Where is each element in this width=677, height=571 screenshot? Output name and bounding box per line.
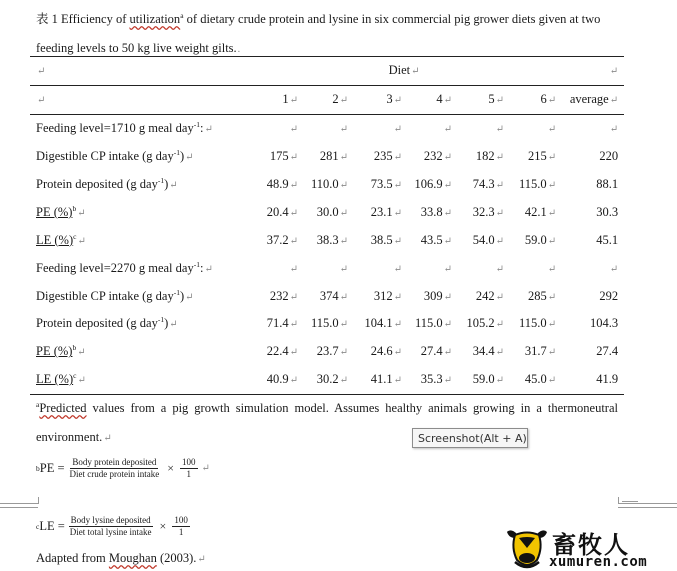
cell-value: 42.1 [524, 204, 547, 219]
column-label: average [569, 92, 609, 107]
table-cell: 71.4↵ [266, 316, 298, 331]
empty-cell: ↵ [339, 263, 348, 275]
cell-value: 175 [269, 149, 289, 164]
cell-value: 312 [373, 288, 393, 303]
table-cell: 59.0↵ [456, 366, 508, 394]
table-cell [560, 282, 624, 310]
row-label-sup: c [73, 371, 77, 381]
table-cell: 115.0↵ [310, 316, 348, 331]
table-cell [560, 171, 624, 199]
empty-cell: ↵ [560, 114, 624, 142]
table-cell: 374↵ [319, 288, 348, 303]
diet-header-label: Diet [388, 63, 411, 78]
footnote-a: $^a$Predicted values from a pig growth simulation model. Assumes healthy animals growing in a thermoneutral environment.↵ [36, 399, 618, 444]
row-label: Protein deposited (g day$^{-1}$)↵ [36, 315, 178, 331]
cell-value: 232 [269, 288, 289, 303]
column-label: 3 [386, 92, 393, 107]
table-cell [560, 226, 624, 254]
empty-cell: ↵ [289, 263, 298, 275]
cell-value: 45.0 [524, 372, 547, 387]
row-label-sup: b [72, 343, 77, 353]
table-cell: 42.1↵ [524, 204, 557, 219]
row-label: Protein deposited (g day$^{-1}$)↵ [36, 175, 178, 191]
column-label: 4 [436, 92, 443, 107]
table-row [30, 310, 624, 338]
cell-value: 31.7 [524, 344, 547, 359]
cell-value: 20.4 [266, 204, 289, 219]
group-row [30, 254, 624, 282]
table-cell: 54.0↵ [472, 232, 504, 247]
table-cell: 74.3↵ [472, 177, 504, 191]
table-cell: 175↵ [269, 149, 298, 164]
cell-value: 23.7 [316, 344, 339, 359]
table-cell: 38.3↵ [316, 232, 348, 247]
cell-value: 105.2 [466, 316, 495, 331]
le-hundred: $\frac{100}{1}$ [174, 515, 188, 537]
group-label-sup: -1 [193, 120, 200, 130]
cell-value: 182 [475, 149, 495, 164]
row-label-close: ) [164, 316, 169, 331]
empty-cell: ↵ [393, 263, 402, 275]
group-label-text: Feeding level=1710 g meal day [36, 121, 194, 136]
source-note: Adapted from Moughan (2003).↵ [36, 551, 206, 565]
empty-cell: ↵ [456, 114, 508, 142]
row-label-text: LE (%) [36, 372, 74, 387]
row-label: Digestible CP intake (g day$^{-1}$)↵ [36, 287, 194, 303]
caption-term: utilization [129, 12, 181, 26]
table-cell: 45.0↵ [508, 366, 560, 394]
table-cell: 242↵ [475, 288, 504, 303]
cell-value: 235 [373, 149, 393, 164]
cell-value: 41.9 [596, 372, 619, 387]
row-label-sup: -1 [173, 147, 180, 157]
cell-value: 285 [527, 288, 547, 303]
cell-value: 27.4 [420, 344, 443, 359]
table-cell: 23.1↵ [370, 204, 402, 219]
row-label-close: ) [179, 149, 185, 164]
cell-value: 54.0 [472, 232, 495, 247]
table-cell: 30.0↵ [316, 204, 348, 219]
group-label-text: Feeding level=2270 g meal day [36, 260, 194, 275]
table-cell: 43.5↵ [420, 232, 452, 247]
empty-cell: ↵ [547, 263, 557, 275]
table-cell: 215↵ [527, 149, 557, 164]
efficiency-table [30, 56, 624, 395]
pe-formula: b PE = $\frac{\text{Body protein deposited}}{\text{Diet crude protein intake}}$ × $\frac{100}{1}$ ↵ [36, 457, 210, 479]
column-label: 1 [282, 92, 289, 107]
cell-value: 30.0 [316, 204, 339, 219]
cell-value: 110.0 [310, 177, 339, 191]
column-header: 1↵ [248, 85, 302, 114]
empty-cell: ↵ [406, 114, 456, 142]
empty-cell: ↵ [302, 114, 352, 142]
table-row [30, 143, 624, 171]
cell-value: 48.9 [266, 177, 289, 191]
cell-value: 40.9 [266, 372, 289, 387]
cell-value: 115.0 [519, 316, 547, 331]
cow-head-icon [505, 526, 549, 570]
empty-cell: ↵ [443, 263, 452, 275]
table-row [30, 171, 624, 199]
cell-value: 215 [527, 149, 547, 164]
cell-value: 37.2 [266, 232, 289, 247]
group-label: Feeding level=2270 g meal day$^{-1}$:↵ [36, 259, 213, 275]
screenshot-tooltip: Screenshot(Alt + A) [412, 428, 528, 448]
cell-value: 30.3 [596, 204, 619, 219]
table-cell: 41.1↵ [352, 366, 406, 394]
row-label: Digestible CP intake (g day$^{-1}$)↵ [36, 147, 194, 164]
cell-value: 24.6 [370, 344, 393, 359]
cell-value: 41.1 [370, 372, 393, 387]
row-label-close: ) [179, 288, 185, 303]
group-label: Feeding level=1710 g meal day$^{-1}$:↵ [30, 114, 248, 142]
watermark-name: 畜牧人 [552, 531, 630, 559]
table-row [30, 282, 624, 310]
cell-value: 115.0 [414, 316, 443, 331]
pe-hundred: $\frac{100}{1}$ [182, 457, 196, 479]
le-formula: c LE = $\frac{\text{Body lysine deposited}}{\text{Diet total lysine intake}}$ × $\frac{100}{1}$ [36, 515, 188, 537]
table-row [30, 338, 624, 366]
row-label-text: Protein deposited (g day [36, 316, 158, 331]
table-cell: 232↵ [269, 288, 298, 303]
row-label-sup: b [72, 203, 77, 213]
row-label-close: ) [164, 177, 169, 191]
row-label-text: Protein deposited (g day [36, 177, 158, 191]
row-label-text: Digestible CP intake (g day [36, 288, 174, 303]
cell-value: 45.1 [596, 232, 619, 247]
row-label-text: PE (%) [36, 204, 73, 219]
column-header: average↵ [560, 85, 624, 114]
table-cell: 115.0↵ [519, 177, 557, 191]
page-break [0, 497, 677, 507]
table-cell: 115.0↵ [414, 316, 452, 331]
cell-value: 232 [423, 149, 443, 164]
table-cell: 104.1↵ [364, 316, 402, 331]
cell-value: 71.4 [266, 316, 289, 331]
table-header-row [30, 57, 624, 86]
cell-value: 33.8 [420, 204, 443, 219]
table-row [30, 198, 624, 226]
table-cell: 115.0↵ [519, 316, 557, 331]
cell-value: 59.0 [472, 372, 495, 387]
row-label-text: PE (%) [36, 344, 73, 359]
row-label: PE (%)$^b$↵ [36, 343, 86, 359]
row-label-text: Digestible CP intake (g day [36, 149, 174, 164]
table-column-row [30, 85, 624, 114]
empty-cell: ↵ [352, 114, 406, 142]
group-label-suffix: : [199, 121, 204, 136]
row-label-sup: -1 [173, 287, 180, 297]
table-cell: 35.3↵ [406, 366, 456, 394]
empty-cell: ↵ [248, 114, 302, 142]
group-row [30, 114, 624, 142]
column-header: 6↵ [508, 85, 560, 114]
cell-value: 281 [319, 149, 339, 164]
row-label-sup: c [73, 231, 77, 241]
table-cell: 106.9↵ [414, 177, 452, 191]
cell-value: 73.5 [370, 177, 393, 191]
cell-value: 22.4 [266, 344, 289, 359]
table-caption: 表 1 Efficiency of utilization$^a$ of dietary crude protein and lysine in six commercial pig grower diets given at two feeding levels to 50 kg live weight gilts.. [36, 10, 601, 55]
cell-value: 374 [319, 288, 339, 303]
cell-value: 27.4 [596, 344, 619, 359]
table-cell: 309↵ [423, 288, 452, 303]
table-cell: 182↵ [475, 149, 504, 164]
header-corner: ↵ [30, 57, 248, 86]
column-header: 3↵ [352, 85, 406, 114]
table-cell: 20.4↵ [266, 204, 298, 219]
cell-value: 104.1 [364, 316, 393, 331]
table-row [30, 226, 624, 254]
cell-value: 292 [599, 288, 619, 303]
table-cell: 32.3↵ [472, 204, 504, 219]
cell-value: 35.3 [420, 372, 443, 387]
cell-value: 23.1 [370, 204, 393, 219]
table-cell: 73.5↵ [370, 177, 402, 191]
row-label: LE (%)$^c$↵ [30, 366, 248, 394]
empty-cell: ↵ [609, 263, 619, 275]
table-row [30, 366, 624, 394]
table-cell [560, 198, 624, 226]
column-header: 2↵ [302, 85, 352, 114]
cell-value: 115.0 [519, 177, 547, 191]
table-cell: 59.0↵ [524, 232, 557, 247]
cell-value: 43.5 [420, 232, 443, 247]
table-cell: 110.0↵ [310, 177, 348, 191]
table-cell: 48.9↵ [266, 177, 298, 191]
table-cell: 30.2↵ [302, 366, 352, 394]
cell-value: 104.3 [589, 316, 619, 331]
cell-value: 30.2 [316, 372, 339, 387]
table-cell: 34.4↵ [472, 344, 504, 359]
table-cell: 312↵ [373, 288, 402, 303]
cell-value: 220 [599, 149, 619, 164]
cell-value: 74.3 [472, 177, 495, 191]
table-cell: 24.6↵ [370, 344, 402, 359]
cell-value: 309 [423, 288, 443, 303]
column-label: 2 [332, 92, 339, 107]
diet-header: Diet↵ [248, 57, 560, 86]
cell-value: 88.1 [596, 177, 619, 191]
empty-cell: ↵ [508, 114, 560, 142]
table-cell: 285↵ [527, 288, 557, 303]
header-empty: ↵ [560, 57, 624, 86]
table-cell: 40.9↵ [248, 366, 302, 394]
row-label-sup: -1 [157, 315, 165, 325]
cell-value: 38.5 [370, 232, 393, 247]
table-cell: 31.7↵ [524, 344, 557, 359]
table-cell: 37.2↵ [266, 232, 298, 247]
table-cell: 38.5↵ [370, 232, 402, 247]
table-cell [560, 310, 624, 338]
table-cell: 281↵ [319, 149, 348, 164]
table-cell [560, 366, 624, 394]
table-cell: 105.2↵ [466, 316, 504, 331]
column-label: 6 [540, 92, 547, 107]
table-cell [560, 338, 624, 366]
cell-value: 34.4 [472, 344, 495, 359]
group-label-suffix: : [199, 260, 204, 275]
cell-value: 242 [475, 288, 495, 303]
table-cell [560, 143, 624, 171]
le-fraction: $\frac{\text{Body lysine deposited}}{\text{Diet total lysine intake}}$ [69, 515, 152, 537]
cell-value: 59.0 [524, 232, 547, 247]
table-cell: 22.4↵ [266, 344, 298, 359]
watermark-url: xumuren.com [549, 554, 648, 570]
column-corner: ↵ [30, 85, 248, 114]
cell-value: 115.0 [310, 316, 339, 331]
row-label-sup: -1 [157, 175, 165, 185]
table-cell: 235↵ [373, 149, 402, 164]
row-label: PE (%)$^b$↵ [36, 203, 86, 219]
empty-cell: ↵ [495, 263, 504, 275]
watermark [505, 524, 675, 571]
column-header: 4↵ [406, 85, 456, 114]
row-label: LE (%)$^c$↵ [36, 231, 86, 247]
cell-value: 106.9 [414, 177, 443, 191]
cell-value: 38.3 [316, 232, 339, 247]
pe-fraction: $\frac{\text{Body protein deposited}}{\text{Diet crude protein intake}}$ [69, 457, 160, 479]
table-cell: 23.7↵ [316, 344, 348, 359]
group-label-sup: -1 [193, 259, 200, 269]
table-cell: 33.8↵ [420, 204, 452, 219]
row-label-text: LE (%) [36, 232, 74, 247]
column-label: 5 [488, 92, 495, 107]
column-header: 5↵ [456, 85, 508, 114]
cell-value: 32.3 [472, 204, 495, 219]
table-cell: 27.4↵ [420, 344, 452, 359]
table-cell: 232↵ [423, 149, 452, 164]
